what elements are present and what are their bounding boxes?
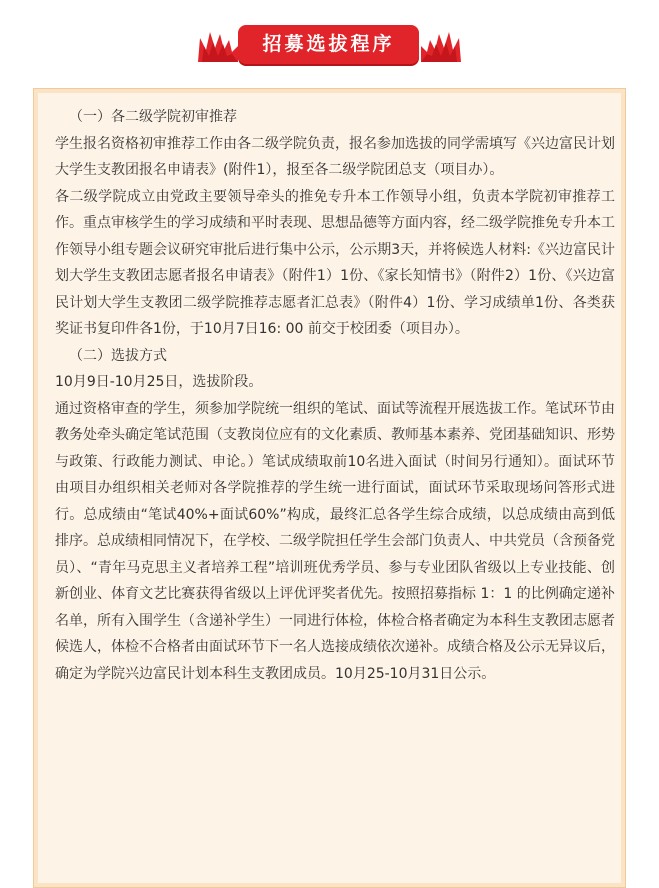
paragraph: 通过资格审查的学生，须参加学院统一组织的笔试、面试等流程开展选拔工作。笔试环节由教务处牵头确定笔试范围（支教岗位应有的文化素质、教师基本素养、党团基础知识、形势与政策、行政能力测试、申论。）笔试成绩取前10名进入面试（时间另行通知）。面试环节由项目办组织相关老师对各学院推荐的学生统一进行面试，面试环节采取现场问答形式进行。总成绩由“笔试40%+面试60%”构成，最终汇总各学生综合成绩，以总成绩由高到低排序。总成绩相同情况下，在学校、二级学院担任学生会部门负责人、中共党员（含预备党员）、“青年马克思主义者培养工程”培训班优秀学员、参与专业团队省级以上专业技能、创新创业、体育文艺比赛获得省级以上评优评奖者优先。按照招募指标 1：1 的比例确定递补名单，所有入围学生（含递补学生）一同进行体检，体检合格者确定为本科生支教团志愿者候选人，体检不合格者由面试环节下一名人选接成绩依次递补。成绩合格及公示无异议后，确定为学院兴边富民计划本科生支教团成员。10月25-10月31日公示。 [55, 400, 615, 682]
flame-banner-icon [198, 28, 238, 62]
subheading-selection-method: （二）选拔方式 [69, 347, 167, 364]
header-banner [0, 0, 659, 78]
flame-banner-icon [421, 28, 461, 62]
paragraph: 10月9日-10月25日，选拔阶段。 [55, 374, 263, 390]
paragraph: 各二级学院成立由党政主要领导牵头的推免专升本工作领导小组，负责本学院初审推荐工作。重点审核学生的学习成绩和平时表现、思想品德等方面内容，经二级学院推免专升本工作领导小组专题会议研究审批后进行集中公示，公示期3天，并将候选人材料:《兴边富民计划大学生支教团志愿者报名申请表》（附件1）1份、《家长知情书》（附件2）1份、《兴边富民计划大学生支教团二级学院推荐志愿者汇总表》（附件4）1份、学习成绩单1份、各类获奖证书复印件各1份，于10月7日16: 00 前交于校团委（项目办）。 [55, 188, 615, 337]
section-title: 招募选拔程序 [238, 25, 419, 64]
subheading-initial-review: （一）各二级学院初审推荐 [69, 109, 237, 125]
article-body [55, 104, 615, 687]
paragraph: 学生报名资格初审推荐工作由各二级学院负责，报名参加选拔的同学需填写《兴边富民计划大学生支教团报名申请表》(附件1），报至各二级学院团总支（项目办）。 [55, 135, 615, 178]
